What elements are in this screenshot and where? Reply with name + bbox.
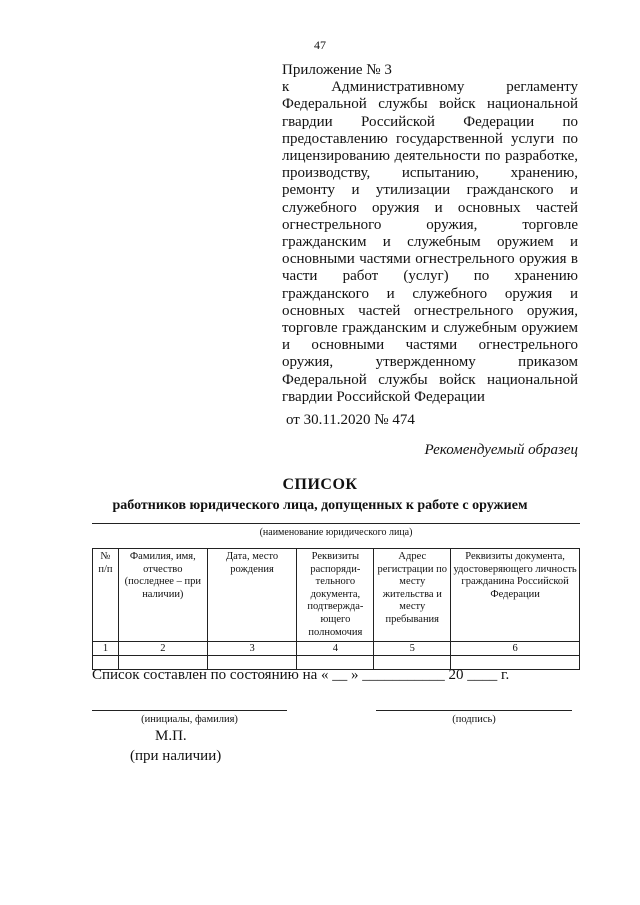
stamp-note: (при наличии) [130, 748, 222, 764]
col-header-id-doc: Реквизиты документа, удостоверяющего личность гражданина Российской Федерации [451, 549, 580, 642]
col-header-birth: Дата, место рождения [207, 549, 297, 642]
employee-table [92, 548, 580, 670]
org-name-line [92, 523, 580, 524]
appendix-body: к Административному регламенту Федеральной службы войск национальной гвардии Российской Федерации по предоставлению государственной услуги по лицензированию деятельности по разработке, производству, испытанию, хранению, ремонту и утилизации гражданского и служебного оружия и основных частей огнестрельного оружия, торговле гражданским и служебным оружием и основными частями огнестрельного оружия в части работ (услуг) по хранению гражданского и служебного оружия и основных частей огнестрельного оружия, торговле гражданским и служебным оружием и основными частями огнестрельного оружия, утвержденному приказом Федеральной службы войск национальной гвардии Российской Федерации [282, 79, 578, 405]
recommended-sample-label: Рекомендуемый образец [424, 442, 578, 458]
col-number: 3 [207, 642, 297, 656]
col-header-number: № п/п [93, 549, 119, 642]
org-name-caption: (наименование юридического лица) [259, 527, 413, 538]
col-header-address: Адрес регистрации по месту жительства и месту пребывания [374, 549, 451, 642]
compiled-date-line: Список составлен по состоянию на « __ » ___________ 20 ____ г. [92, 667, 510, 683]
appendix-block [282, 62, 578, 429]
signature-caption: (подпись) [452, 714, 496, 725]
appendix-title: Приложение № 3 [282, 62, 392, 78]
document-title: СПИСОК [282, 476, 358, 493]
col-number: 1 [93, 642, 119, 656]
col-number: 6 [451, 642, 580, 656]
initials-line [92, 710, 287, 711]
table-header-row [93, 549, 580, 642]
col-number: 2 [118, 642, 207, 656]
signature-line [376, 710, 572, 711]
document-subtitle: работников юридического лица, допущенных к работе с оружием [112, 498, 528, 513]
col-header-full-name: Фамилия, имя, отчество (последнее – при наличии) [118, 549, 207, 642]
initials-caption: (инициалы, фамилия) [141, 714, 238, 725]
appendix-date: от 30.11.2020 № 474 [286, 412, 415, 429]
page-number: 47 [314, 38, 326, 52]
stamp-place-label: М.П. [155, 728, 187, 744]
col-number: 5 [374, 642, 451, 656]
col-number: 4 [297, 642, 374, 656]
col-header-authority-doc: Реквизиты распоряди-тельного документа, подтвержда-ющего полномочия [297, 549, 374, 642]
table-number-row [93, 642, 580, 656]
